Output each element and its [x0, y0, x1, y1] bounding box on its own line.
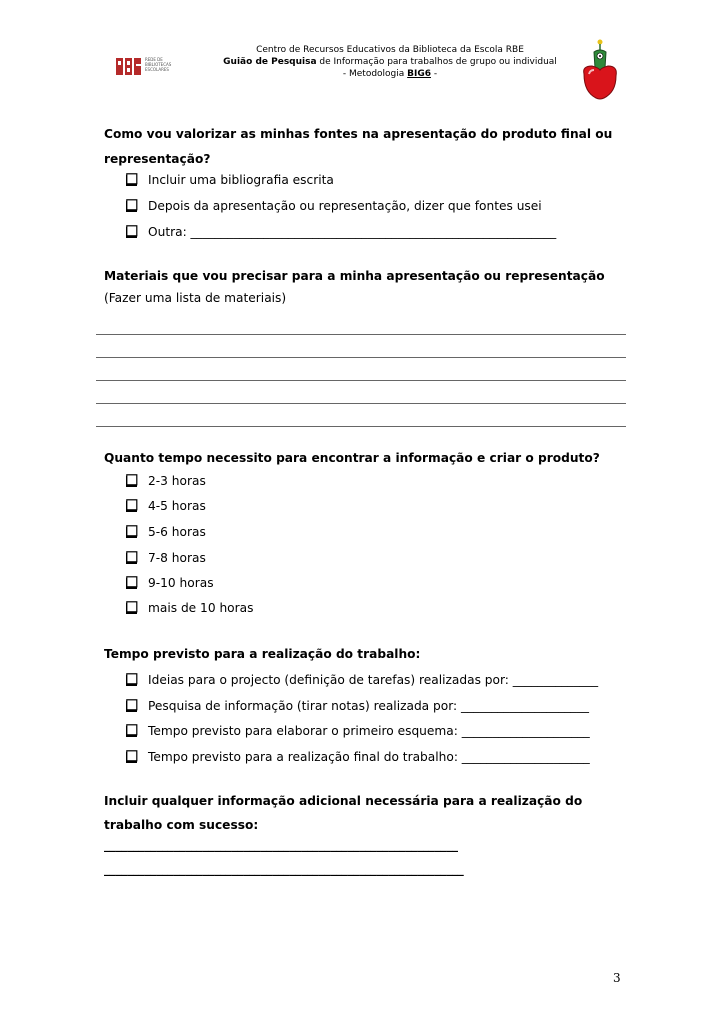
section3-question: Quanto tempo necessito para encontrar a informação e criar o produto?: [104, 451, 600, 465]
checkbox-icon[interactable]: [126, 225, 139, 238]
section2-title: Materiais que vou precisar para a minha apresentação ou representação: [104, 269, 605, 283]
plan-option-label: Tempo previsto para elaborar o primeiro esquema: _____________________: [148, 724, 590, 738]
header-line-3: [180, 68, 600, 80]
header-guide-title: Guião de Pesquisa: [223, 57, 317, 67]
plan-option-label: Tempo previsto para a realização final do trabalho: _____________________: [148, 750, 590, 764]
header-method-prefix: - Metodologia: [342, 69, 408, 79]
checkbox-icon[interactable]: [126, 173, 139, 186]
section1-option-label: Incluir uma bibliografia escrita: [148, 173, 334, 187]
checkbox-icon[interactable]: [126, 199, 139, 212]
time-option-label: 2-3 horas: [148, 474, 206, 488]
section5-title-line-1: Incluir qualquer informação adicional necessária para a realização do: [104, 794, 583, 808]
section1-question-line-2: representação?: [104, 152, 211, 166]
rbe-logo-text: REDE DE BIBLIOTECAS ESCOLARES: [145, 57, 172, 72]
checkbox-icon[interactable]: [126, 750, 139, 763]
time-option-label: 4-5 horas: [148, 499, 206, 513]
checkbox-icon[interactable]: [126, 724, 139, 737]
materials-line[interactable]: [96, 426, 626, 427]
header-guide-subtitle: de Informação para trabalhos de grupo ou individual: [316, 57, 557, 67]
checkbox-icon[interactable]: [126, 601, 139, 614]
checkbox-icon[interactable]: [126, 576, 139, 589]
rbe-logo-mark: [116, 58, 142, 75]
time-option-label: 7-8 horas: [148, 551, 206, 565]
page-number: 3: [613, 971, 621, 985]
section4-title: Tempo previsto para a realização do trabalho:: [104, 647, 421, 661]
checkbox-icon[interactable]: [126, 525, 139, 538]
checkbox-icon[interactable]: [126, 499, 139, 512]
section1-question-line-1: Como vou valorizar as minhas fontes na apresentação do produto final ou: [104, 127, 613, 141]
rbe-logo: [116, 56, 172, 78]
section5-title-line-2: trabalho com sucesso:: [104, 818, 259, 832]
time-option-label: mais de 10 horas: [148, 601, 254, 615]
materials-line[interactable]: [96, 403, 626, 404]
checkbox-icon[interactable]: [126, 699, 139, 712]
additional-info-blank-2[interactable]: ______________________________________________________________: [104, 862, 464, 876]
section1-option-label: Depois da apresentação ou representação, dizer que fontes usei: [148, 199, 542, 213]
header-method-suffix: -: [431, 69, 438, 79]
section1-option-label: Outra: ____________________________________________________________: [148, 225, 557, 239]
header-line-2: [180, 56, 600, 68]
additional-info-blank-1[interactable]: _____________________________________________________________: [104, 838, 458, 852]
materials-line[interactable]: [96, 334, 626, 335]
checkbox-icon[interactable]: [126, 673, 139, 686]
time-option-label: 5-6 horas: [148, 525, 206, 539]
checkbox-icon[interactable]: [126, 551, 139, 564]
plan-option-label: Pesquisa de informação (tirar notas) realizada por: _____________________: [148, 699, 589, 713]
plan-option-label: Ideias para o projecto (definição de tarefas) realizadas por: ______________: [148, 673, 599, 687]
apple-bookworm-icon: [578, 38, 620, 102]
header-method-name: BIG6: [407, 69, 431, 79]
materials-line[interactable]: [96, 380, 626, 381]
header-line-1: Centro de Recursos Educativos da Biblioteca da Escola RBE: [256, 45, 524, 55]
section2-subtitle: (Fazer uma lista de materiais): [104, 291, 287, 305]
materials-line[interactable]: [96, 357, 626, 358]
time-option-label: 9-10 horas: [148, 576, 214, 590]
checkbox-icon[interactable]: [126, 474, 139, 487]
